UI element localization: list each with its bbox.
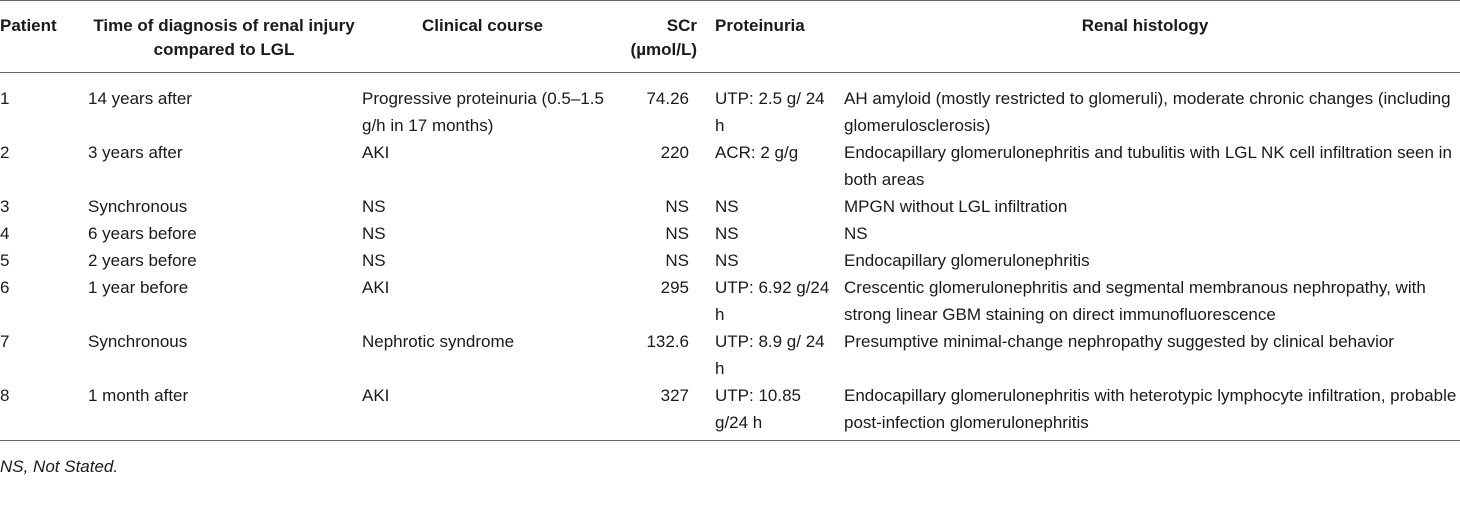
cell-clinical-course: Progressive proteinuria (0.5–1.5 g/h in 17 months) xyxy=(362,89,604,135)
cell-time-of-diagnosis: 14 years after xyxy=(88,89,192,108)
cell-proteinuria: UTP: 2.5 g/ 24 h xyxy=(715,89,825,135)
cell-patient: 4 xyxy=(0,224,10,243)
cell-renal-histology: Endocapillary glomerulonephritis and tubulitis with LGL NK cell infiltration seen in both areas xyxy=(844,143,1452,189)
cell-time-of-diagnosis: 1 year before xyxy=(88,278,189,297)
cell-patient: 1 xyxy=(0,89,10,108)
header-clinical-course: Clinical course xyxy=(360,1,605,73)
cell-time-of-diagnosis: 6 years before xyxy=(88,224,197,243)
cell-patient: 8 xyxy=(0,386,10,405)
header-proteinuria: Proteinuria xyxy=(705,1,830,73)
cell-proteinuria: UTP: 10.85 g/24 h xyxy=(715,386,801,432)
cell-time-of-diagnosis: 2 years before xyxy=(88,251,197,270)
table-footnote: NS, Not Stated. xyxy=(0,457,119,476)
cell-renal-histology: Endocapillary glomerulonephritis xyxy=(844,251,1090,270)
cell-clinical-course: AKI xyxy=(362,386,390,405)
cell-time-of-diagnosis: Synchronous xyxy=(88,332,188,351)
cell-proteinuria: NS xyxy=(715,197,739,216)
cell-scr: NS xyxy=(665,251,689,270)
table-row xyxy=(0,382,1460,441)
cell-clinical-course: AKI xyxy=(362,278,390,297)
table-body xyxy=(0,73,1460,441)
table-row xyxy=(0,73,1460,140)
cell-patient: 3 xyxy=(0,197,10,216)
table-row xyxy=(0,328,1460,382)
cell-clinical-course: NS xyxy=(362,251,386,270)
cell-scr: 327 xyxy=(660,386,689,405)
cell-proteinuria: NS xyxy=(715,251,739,270)
cell-scr: NS xyxy=(665,224,689,243)
cell-scr: 295 xyxy=(660,278,689,297)
table-row xyxy=(0,247,1460,274)
table-row xyxy=(0,139,1460,193)
cell-patient: 5 xyxy=(0,251,10,270)
cell-renal-histology: NS xyxy=(844,224,868,243)
cell-renal-histology: Endocapillary glomerulonephritis with heterotypic lymphocyte infiltration, probable post-infection glomerulonephritis xyxy=(844,386,1457,432)
cell-scr: 74.26 xyxy=(646,89,689,108)
header-scr: SCr (µmol/L) xyxy=(605,1,705,73)
table-header xyxy=(0,1,1460,73)
cell-clinical-course: NS xyxy=(362,197,386,216)
cell-clinical-course: Nephrotic syndrome xyxy=(362,332,515,351)
cell-renal-histology: Crescentic glomerulonephritis and segmental membranous nephropathy, with strong linear GBM staining on direct immunofluorescence xyxy=(844,278,1426,324)
table-row xyxy=(0,193,1460,220)
header-renal-histology: Renal histology xyxy=(830,1,1460,73)
cell-scr: 132.6 xyxy=(646,332,689,351)
header-row xyxy=(0,1,1460,73)
cell-renal-histology: Presumptive minimal-change nephropathy suggested by clinical behavior xyxy=(844,332,1394,351)
cell-renal-histology: AH amyloid (mostly restricted to glomeruli), moderate chronic changes (including glomerulosclerosis) xyxy=(844,89,1451,135)
cell-proteinuria: UTP: 6.92 g/24 h xyxy=(715,278,830,324)
cell-patient: 7 xyxy=(0,332,10,351)
cell-patient: 2 xyxy=(0,143,10,162)
cell-clinical-course: AKI xyxy=(362,143,390,162)
cell-scr: 220 xyxy=(660,143,689,162)
cell-time-of-diagnosis: 3 years after xyxy=(88,143,183,162)
table-row xyxy=(0,220,1460,247)
header-time-of-diagnosis: Time of diagnosis of renal injury compared to LGL xyxy=(88,1,360,73)
header-patient: Patient xyxy=(0,1,88,73)
cell-renal-histology: MPGN without LGL infiltration xyxy=(844,197,1068,216)
cell-time-of-diagnosis: 1 month after xyxy=(88,386,189,405)
cell-scr: NS xyxy=(665,197,689,216)
cell-time-of-diagnosis: Synchronous xyxy=(88,197,188,216)
cell-patient: 6 xyxy=(0,278,10,297)
table-row xyxy=(0,274,1460,328)
cell-proteinuria: NS xyxy=(715,224,739,243)
cell-clinical-course: NS xyxy=(362,224,386,243)
cell-proteinuria: ACR: 2 g/g xyxy=(715,143,799,162)
cell-proteinuria: UTP: 8.9 g/ 24 h xyxy=(715,332,825,378)
